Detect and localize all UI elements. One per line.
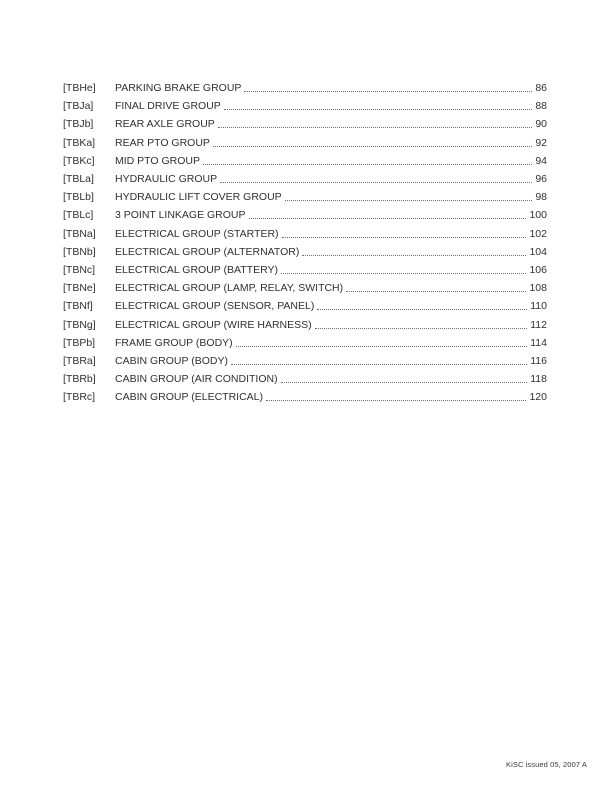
toc-title: REAR PTO GROUP [115, 136, 210, 149]
toc-row [63, 115, 547, 133]
toc-title: ELECTRICAL GROUP (LAMP, RELAY, SWITCH) [115, 282, 344, 295]
toc-row [63, 370, 547, 388]
toc-code: [TBJa] [63, 100, 94, 113]
toc-title: ELECTRICAL GROUP (SENSOR, PANEL) [115, 300, 315, 313]
toc-row [63, 188, 547, 206]
toc-title: PARKING BRAKE GROUP [115, 82, 242, 95]
toc-code: [TBNa] [63, 227, 96, 240]
dot-leader [244, 90, 532, 92]
dot-leader [213, 145, 532, 147]
dot-leader [224, 108, 533, 110]
dot-leader [282, 236, 527, 238]
toc-row [63, 206, 547, 224]
toc-code: [TBNf] [63, 300, 93, 313]
toc-page-number: 88 [535, 100, 547, 113]
toc-list [63, 79, 547, 406]
toc-code: [TBNc] [63, 263, 96, 276]
dot-leader [218, 126, 533, 128]
toc-code: [TBLb] [63, 191, 94, 204]
toc-title: CABIN GROUP (BODY) [115, 354, 228, 367]
toc-page-number: 102 [529, 227, 547, 240]
toc-row [63, 170, 547, 188]
toc-page-number: 98 [535, 191, 547, 204]
toc-title: MID PTO GROUP [115, 154, 200, 167]
toc-code: [TBHe] [63, 82, 96, 95]
toc-row [63, 97, 547, 115]
toc-page-number: 104 [529, 245, 547, 258]
dot-leader [236, 345, 528, 347]
dot-leader [346, 290, 526, 292]
toc-page-number: 120 [529, 391, 547, 404]
footer-note: KiSC issued 05, 2007 A [505, 760, 587, 769]
toc-row [63, 315, 547, 333]
toc-row [63, 243, 547, 261]
toc-row [63, 388, 547, 406]
dot-leader [302, 254, 526, 256]
toc-page-number: 118 [530, 373, 547, 386]
toc-code: [TBRb] [63, 373, 96, 386]
dot-leader [203, 163, 532, 165]
toc-page-number: 100 [529, 209, 547, 222]
toc-code: [TBKc] [63, 154, 95, 167]
toc-code: [TBPb] [63, 336, 96, 349]
toc-row [63, 279, 547, 297]
toc-title: ELECTRICAL GROUP (WIRE HARNESS) [115, 318, 312, 331]
toc-title: ELECTRICAL GROUP (ALTERNATOR) [115, 245, 300, 258]
toc-row [63, 134, 547, 152]
toc-row [63, 225, 547, 243]
toc-code: [TBNe] [63, 282, 96, 295]
toc-title: 3 POINT LINKAGE GROUP [115, 209, 246, 222]
toc-code: [TBKa] [63, 136, 96, 149]
dot-leader [281, 381, 528, 383]
toc-page-number: 92 [535, 136, 547, 149]
toc-code: [TBRc] [63, 391, 96, 404]
toc-title: FINAL DRIVE GROUP [115, 100, 221, 113]
toc-page-number: 110 [530, 300, 547, 313]
toc-title: CABIN GROUP (AIR CONDITION) [115, 373, 278, 386]
toc-title: ELECTRICAL GROUP (BATTERY) [115, 263, 278, 276]
toc-code: [TBJb] [63, 118, 94, 131]
dot-leader [266, 399, 526, 401]
toc-row [63, 352, 547, 370]
toc-title: CABIN GROUP (ELECTRICAL) [115, 391, 263, 404]
toc-page-number: 86 [535, 82, 547, 95]
dot-leader [315, 327, 528, 329]
toc-title: HYDRAULIC LIFT COVER GROUP [115, 191, 282, 204]
toc-code: [TBLa] [63, 173, 94, 186]
toc-page-number: 94 [535, 154, 547, 167]
dot-leader [249, 217, 527, 219]
toc-page-number: 90 [535, 118, 547, 131]
toc-row [63, 79, 547, 97]
toc-page-number: 96 [535, 173, 547, 186]
toc-page-number: 108 [529, 282, 547, 295]
dot-leader [281, 272, 526, 274]
toc-code: [TBRa] [63, 354, 96, 367]
toc-row [63, 297, 547, 315]
toc-page-number: 106 [529, 263, 547, 276]
toc-title: ELECTRICAL GROUP (STARTER) [115, 227, 279, 240]
toc-page-number: 116 [530, 354, 547, 367]
toc-code: [TBNg] [63, 318, 96, 331]
dot-leader [285, 199, 533, 201]
toc-title: HYDRAULIC GROUP [115, 173, 218, 186]
toc-code: [TBNb] [63, 245, 96, 258]
toc-row [63, 152, 547, 170]
dot-leader [317, 308, 527, 310]
toc-page-number: 112 [530, 318, 547, 331]
toc-title: REAR AXLE GROUP [115, 118, 215, 131]
dot-leader [231, 363, 527, 365]
toc-page-number: 114 [530, 336, 547, 349]
toc-title: FRAME GROUP (BODY) [115, 336, 233, 349]
toc-row [63, 261, 547, 279]
dot-leader [220, 181, 532, 183]
toc-code: [TBLc] [63, 209, 94, 222]
toc-row [63, 334, 547, 352]
